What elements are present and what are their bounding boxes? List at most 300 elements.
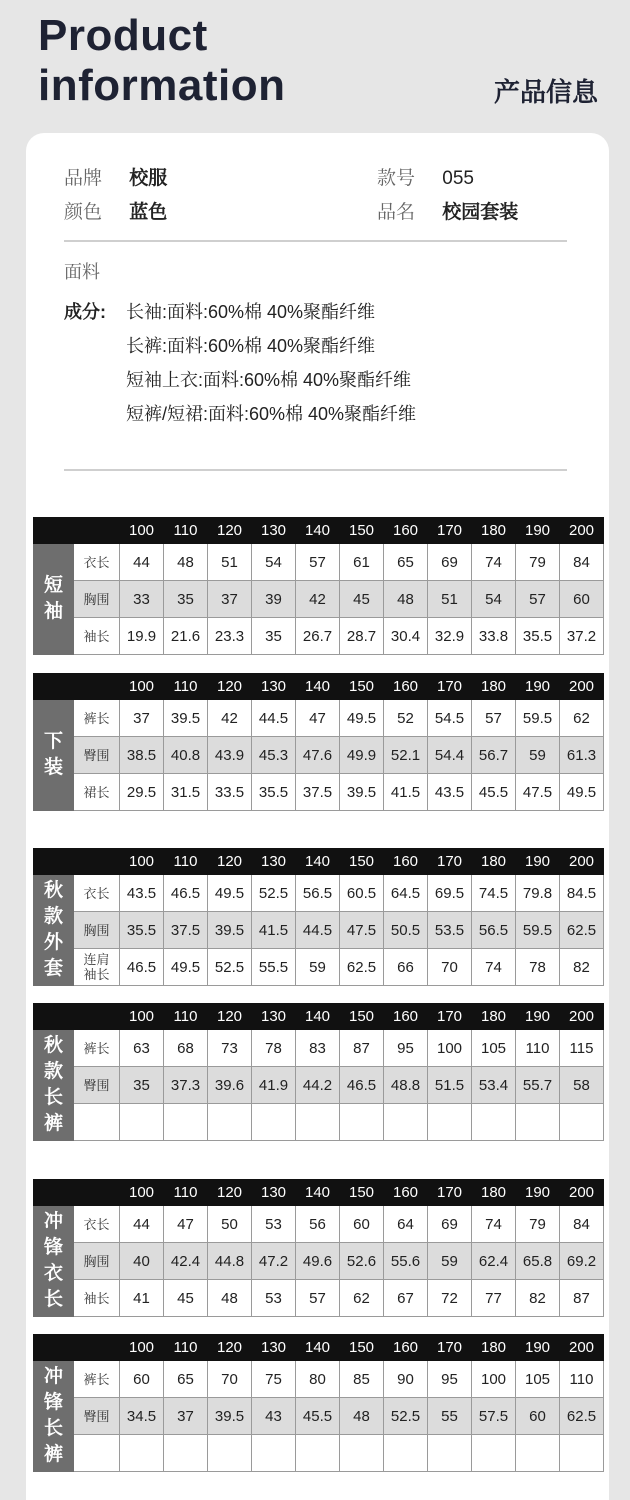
measure-label: 臀围 (74, 1398, 120, 1435)
table-cell: 82 (560, 949, 604, 986)
table-cell: 39.5 (208, 1398, 252, 1435)
header-corner (34, 674, 120, 700)
size-header: 170 (428, 849, 472, 875)
table-cell: 44.2 (296, 1067, 340, 1104)
size-header: 150 (340, 518, 384, 544)
table-cell: 40 (120, 1243, 164, 1280)
size-header: 110 (164, 518, 208, 544)
size-header: 160 (384, 849, 428, 875)
table-cell: 57.5 (472, 1398, 516, 1435)
table-cell: 62.5 (560, 912, 604, 949)
table-cell: 54 (472, 581, 516, 618)
table-cell: 83 (296, 1030, 340, 1067)
table-cell (560, 1435, 604, 1472)
table-cell: 45 (164, 1280, 208, 1317)
size-header: 100 (120, 1180, 164, 1206)
table-cell: 54.4 (428, 737, 472, 774)
table-cell: 100 (428, 1030, 472, 1067)
table-cell: 42 (296, 581, 340, 618)
table-cell: 78 (516, 949, 560, 986)
table-row (34, 737, 604, 774)
table-cell: 35.5 (516, 618, 560, 655)
measure-label: 裤长 (74, 700, 120, 737)
fabric-label: 面料 (64, 262, 100, 282)
table-cell: 37 (164, 1398, 208, 1435)
table-cell: 39.6 (208, 1067, 252, 1104)
table-cell: 70 (208, 1361, 252, 1398)
size-header: 200 (560, 674, 604, 700)
size-header: 180 (472, 1335, 516, 1361)
table-cell: 21.6 (164, 618, 208, 655)
table-cell (164, 1104, 208, 1141)
table-cell: 50.5 (384, 912, 428, 949)
table-cell (384, 1104, 428, 1141)
table-cell (208, 1104, 252, 1141)
table-row (34, 1104, 604, 1141)
size-header: 190 (516, 674, 560, 700)
size-header: 120 (208, 1004, 252, 1030)
table-cell (472, 1104, 516, 1141)
size-header: 190 (516, 518, 560, 544)
size-header: 180 (472, 518, 516, 544)
table-cell: 105 (472, 1030, 516, 1067)
category-char: 衣 (43, 1263, 63, 1284)
size-header: 200 (560, 1180, 604, 1206)
table-row (34, 1243, 604, 1280)
table-cell: 52.5 (384, 1398, 428, 1435)
header-corner (34, 1180, 120, 1206)
table-cell (472, 1435, 516, 1472)
table-row (34, 700, 604, 737)
category-char: 下 (43, 731, 63, 752)
category-char: 裤 (43, 1113, 63, 1134)
table-cell: 52.5 (208, 949, 252, 986)
size-header: 130 (252, 518, 296, 544)
table-cell: 41.5 (252, 912, 296, 949)
table-cell: 53.4 (472, 1067, 516, 1104)
table-cell: 70 (428, 949, 472, 986)
table-cell: 45.5 (472, 774, 516, 811)
table-cell: 43.9 (208, 737, 252, 774)
size-header: 120 (208, 1180, 252, 1206)
table-cell: 74 (472, 949, 516, 986)
table-cell: 33.8 (472, 618, 516, 655)
table-cell: 29.5 (120, 774, 164, 811)
size-header: 100 (120, 1004, 164, 1030)
size-header: 200 (560, 518, 604, 544)
table-cell: 46.5 (340, 1067, 384, 1104)
size-header: 200 (560, 849, 604, 875)
table-cell: 34.5 (120, 1398, 164, 1435)
category-char: 外 (43, 932, 63, 953)
table-cell: 84 (560, 1206, 604, 1243)
table-cell: 54.5 (428, 700, 472, 737)
table-cell: 52 (384, 700, 428, 737)
measure-label: 衣长 (74, 875, 120, 912)
size-header: 200 (560, 1004, 604, 1030)
composition-line: 短裤/短裙:面料:60%棉 40%聚酯纤维 (126, 404, 417, 424)
category-label (34, 700, 74, 811)
table-cell: 79 (516, 1206, 560, 1243)
table-cell: 60 (560, 581, 604, 618)
table-cell: 75 (252, 1361, 296, 1398)
composition-line: 长裤:面料:60%棉 40%聚酯纤维 (126, 336, 376, 356)
table-cell: 51.5 (428, 1067, 472, 1104)
table-cell: 45 (340, 581, 384, 618)
size-header: 140 (296, 518, 340, 544)
table-row (34, 875, 604, 912)
category-char: 长 (43, 1418, 63, 1439)
size-header: 190 (516, 1180, 560, 1206)
category-char: 长 (43, 1087, 63, 1108)
table-cell: 48 (208, 1280, 252, 1317)
table-cell: 60 (516, 1398, 560, 1435)
table-cell: 79 (516, 544, 560, 581)
size-header: 160 (384, 674, 428, 700)
table-row (34, 774, 604, 811)
table-row (34, 1067, 604, 1104)
table-row (34, 912, 604, 949)
table-cell: 73 (208, 1030, 252, 1067)
table-cell: 69.2 (560, 1243, 604, 1280)
table-cell: 62.4 (472, 1243, 516, 1280)
table-cell: 57 (516, 581, 560, 618)
size-header: 110 (164, 849, 208, 875)
measure-label: 裙长 (74, 774, 120, 811)
size-table (33, 673, 604, 811)
table-cell (120, 1435, 164, 1472)
table-cell (208, 1435, 252, 1472)
table-cell: 39.5 (340, 774, 384, 811)
table-cell: 49.5 (340, 700, 384, 737)
name-value: 校园套装 (442, 202, 519, 223)
table-cell: 40.8 (164, 737, 208, 774)
measure-label: 裤长 (74, 1030, 120, 1067)
color-label: 颜色 (64, 202, 103, 223)
table-cell: 72 (428, 1280, 472, 1317)
size-header: 150 (340, 1335, 384, 1361)
table-cell: 37.5 (296, 774, 340, 811)
title-line-2: information (38, 61, 286, 110)
table-cell: 23.3 (208, 618, 252, 655)
measure-label: 臀围 (74, 1067, 120, 1104)
table-cell: 52.1 (384, 737, 428, 774)
table-cell: 43.5 (428, 774, 472, 811)
model-row (377, 163, 474, 190)
category-char: 锋 (43, 1392, 63, 1413)
table-cell: 41.5 (384, 774, 428, 811)
table-cell (384, 1435, 428, 1472)
table-cell: 110 (560, 1361, 604, 1398)
table-cell: 60 (120, 1361, 164, 1398)
category-label (34, 875, 74, 986)
table-cell: 90 (384, 1361, 428, 1398)
size-header: 110 (164, 1004, 208, 1030)
table-cell: 48.8 (384, 1067, 428, 1104)
table-cell: 60.5 (340, 875, 384, 912)
table-cell: 56.5 (472, 912, 516, 949)
category-char: 套 (43, 958, 63, 979)
composition-line: 短袖上衣:面料:60%棉 40%聚酯纤维 (126, 370, 412, 390)
size-header: 160 (384, 1335, 428, 1361)
measure-label: 胸围 (74, 912, 120, 949)
measure-label: 胸围 (74, 581, 120, 618)
size-header: 140 (296, 1335, 340, 1361)
table-cell (252, 1435, 296, 1472)
table-cell: 45.3 (252, 737, 296, 774)
size-header: 190 (516, 1004, 560, 1030)
table-cell: 44.5 (252, 700, 296, 737)
table-cell: 44 (120, 1206, 164, 1243)
table-cell: 42 (208, 700, 252, 737)
size-header: 160 (384, 1004, 428, 1030)
size-header: 180 (472, 849, 516, 875)
name-label: 品名 (377, 202, 416, 223)
table-cell: 41.9 (252, 1067, 296, 1104)
table-cell: 105 (516, 1361, 560, 1398)
size-header: 200 (560, 1335, 604, 1361)
category-char: 长 (43, 1289, 63, 1310)
header-corner (34, 1004, 120, 1030)
table-cell: 35.5 (120, 912, 164, 949)
table-cell: 43 (252, 1398, 296, 1435)
size-header: 120 (208, 1335, 252, 1361)
size-header: 160 (384, 1180, 428, 1206)
table-cell: 50 (208, 1206, 252, 1243)
table-cell: 35 (164, 581, 208, 618)
table-cell (164, 1435, 208, 1472)
table-cell: 59.5 (516, 912, 560, 949)
table-cell: 46.5 (164, 875, 208, 912)
model-value: 055 (442, 168, 474, 189)
size-header: 120 (208, 674, 252, 700)
size-table (33, 517, 604, 655)
table-cell: 62 (560, 700, 604, 737)
measure-label: 臀围 (74, 737, 120, 774)
table-cell: 74 (472, 1206, 516, 1243)
size-table (33, 1334, 604, 1472)
category-label (34, 1030, 74, 1141)
composition-label: 成分: (64, 302, 106, 322)
divider-bottom (64, 469, 567, 471)
size-header: 130 (252, 1335, 296, 1361)
table-cell: 79.8 (516, 875, 560, 912)
table-cell: 47.5 (516, 774, 560, 811)
table-row (34, 1206, 604, 1243)
size-header: 140 (296, 1180, 340, 1206)
category-char: 锋 (43, 1237, 63, 1258)
table-cell: 57 (296, 1280, 340, 1317)
table-cell (340, 1435, 384, 1472)
table-cell: 59.5 (516, 700, 560, 737)
header-corner (34, 1335, 120, 1361)
table-cell: 59 (428, 1243, 472, 1280)
table-cell: 61.3 (560, 737, 604, 774)
size-header: 150 (340, 1004, 384, 1030)
table-cell: 65.8 (516, 1243, 560, 1280)
table-cell: 110 (516, 1030, 560, 1067)
brand-value: 校服 (129, 168, 168, 189)
table-cell: 37 (120, 700, 164, 737)
table-row (34, 618, 604, 655)
table-cell (120, 1104, 164, 1141)
table-row (34, 1030, 604, 1067)
table-cell: 84.5 (560, 875, 604, 912)
table-row (34, 1435, 604, 1472)
size-header: 180 (472, 674, 516, 700)
table-cell: 67 (384, 1280, 428, 1317)
table-cell: 84 (560, 544, 604, 581)
page-title (38, 12, 285, 112)
table-cell: 56.5 (296, 875, 340, 912)
table-row (34, 1398, 604, 1435)
size-header: 170 (428, 1004, 472, 1030)
size-header: 130 (252, 849, 296, 875)
table-row (34, 544, 604, 581)
size-header: 150 (340, 1180, 384, 1206)
table-cell: 44 (120, 544, 164, 581)
category-char: 秋 (43, 1035, 63, 1056)
size-header: 100 (120, 849, 164, 875)
table-cell (428, 1104, 472, 1141)
size-header: 160 (384, 518, 428, 544)
size-header: 100 (120, 518, 164, 544)
table-cell: 47 (164, 1206, 208, 1243)
table-cell: 49.5 (560, 774, 604, 811)
header-corner (34, 518, 120, 544)
measure-label-part: 连肩 (83, 952, 110, 967)
table-cell: 62 (340, 1280, 384, 1317)
table-cell: 85 (340, 1361, 384, 1398)
table-cell: 32.9 (428, 618, 472, 655)
size-table (33, 848, 604, 986)
table-cell: 49.9 (340, 737, 384, 774)
info-card (26, 133, 609, 1500)
table-cell: 37.5 (164, 912, 208, 949)
table-cell (560, 1104, 604, 1141)
brand-label: 品牌 (64, 168, 103, 189)
table-cell: 49.5 (208, 875, 252, 912)
table-cell: 74 (472, 544, 516, 581)
table-cell: 51 (208, 544, 252, 581)
table-cell: 47.2 (252, 1243, 296, 1280)
category-label (34, 1361, 74, 1472)
size-header: 100 (120, 674, 164, 700)
measure-label: 胸围 (74, 1243, 120, 1280)
color-row (64, 197, 167, 224)
size-header: 120 (208, 849, 252, 875)
size-header: 190 (516, 849, 560, 875)
table-cell: 47.5 (340, 912, 384, 949)
measure-label: 衣长 (74, 544, 120, 581)
table-cell: 47 (296, 700, 340, 737)
table-cell: 35 (120, 1067, 164, 1104)
table-row (34, 581, 604, 618)
table-cell: 77 (472, 1280, 516, 1317)
table-cell: 48 (164, 544, 208, 581)
table-cell: 62.5 (340, 949, 384, 986)
measure-label (74, 1104, 120, 1141)
category-char: 裤 (43, 1444, 63, 1465)
table-cell: 55.5 (252, 949, 296, 986)
size-header: 110 (164, 1180, 208, 1206)
category-char: 款 (43, 1061, 63, 1082)
table-cell: 28.7 (340, 618, 384, 655)
category-char: 秋 (43, 880, 63, 901)
table-cell: 37.2 (560, 618, 604, 655)
table-cell: 57 (472, 700, 516, 737)
table-cell: 46.5 (120, 949, 164, 986)
table-row (34, 1361, 604, 1398)
table-cell: 19.9 (120, 618, 164, 655)
table-cell: 55 (428, 1398, 472, 1435)
title-line-1: Product (38, 11, 208, 60)
table-cell: 52.6 (340, 1243, 384, 1280)
table-cell: 100 (472, 1361, 516, 1398)
divider-top (64, 240, 567, 242)
category-char: 冲 (43, 1366, 63, 1387)
table-cell: 35 (252, 618, 296, 655)
table-cell: 44.8 (208, 1243, 252, 1280)
name-row (377, 197, 518, 224)
table-cell: 39.5 (164, 700, 208, 737)
table-cell: 64 (384, 1206, 428, 1243)
table-cell: 39.5 (208, 912, 252, 949)
size-table (33, 1179, 604, 1317)
color-value: 蓝色 (129, 202, 168, 223)
table-cell: 35.5 (252, 774, 296, 811)
measure-label: 袖长 (74, 618, 120, 655)
table-cell: 55.6 (384, 1243, 428, 1280)
table-cell: 33.5 (208, 774, 252, 811)
table-cell: 65 (384, 544, 428, 581)
table-cell: 61 (340, 544, 384, 581)
table-cell (516, 1104, 560, 1141)
table-cell: 69.5 (428, 875, 472, 912)
measure-label (74, 1435, 120, 1472)
table-cell: 39 (252, 581, 296, 618)
size-header: 150 (340, 674, 384, 700)
page-title-cn: 产品信息 (493, 77, 598, 107)
size-header: 100 (120, 1335, 164, 1361)
table-cell: 66 (384, 949, 428, 986)
table-cell: 60 (340, 1206, 384, 1243)
size-header: 140 (296, 849, 340, 875)
measure-label: 衣长 (74, 1206, 120, 1243)
table-cell: 80 (296, 1361, 340, 1398)
size-header: 190 (516, 1335, 560, 1361)
table-cell (296, 1435, 340, 1472)
table-cell: 37.3 (164, 1067, 208, 1104)
category-char: 款 (43, 906, 63, 927)
table-cell: 37 (208, 581, 252, 618)
table-cell: 26.7 (296, 618, 340, 655)
table-cell: 87 (340, 1030, 384, 1067)
category-char: 短 (43, 575, 63, 596)
size-header: 180 (472, 1004, 516, 1030)
size-header: 170 (428, 1180, 472, 1206)
table-cell: 33 (120, 581, 164, 618)
category-char: 冲 (43, 1211, 63, 1232)
table-cell: 59 (296, 949, 340, 986)
header-corner (34, 849, 120, 875)
table-cell: 48 (384, 581, 428, 618)
table-cell: 45.5 (296, 1398, 340, 1435)
size-header: 130 (252, 1004, 296, 1030)
table-row (34, 1280, 604, 1317)
table-cell: 63 (120, 1030, 164, 1067)
table-cell: 65 (164, 1361, 208, 1398)
